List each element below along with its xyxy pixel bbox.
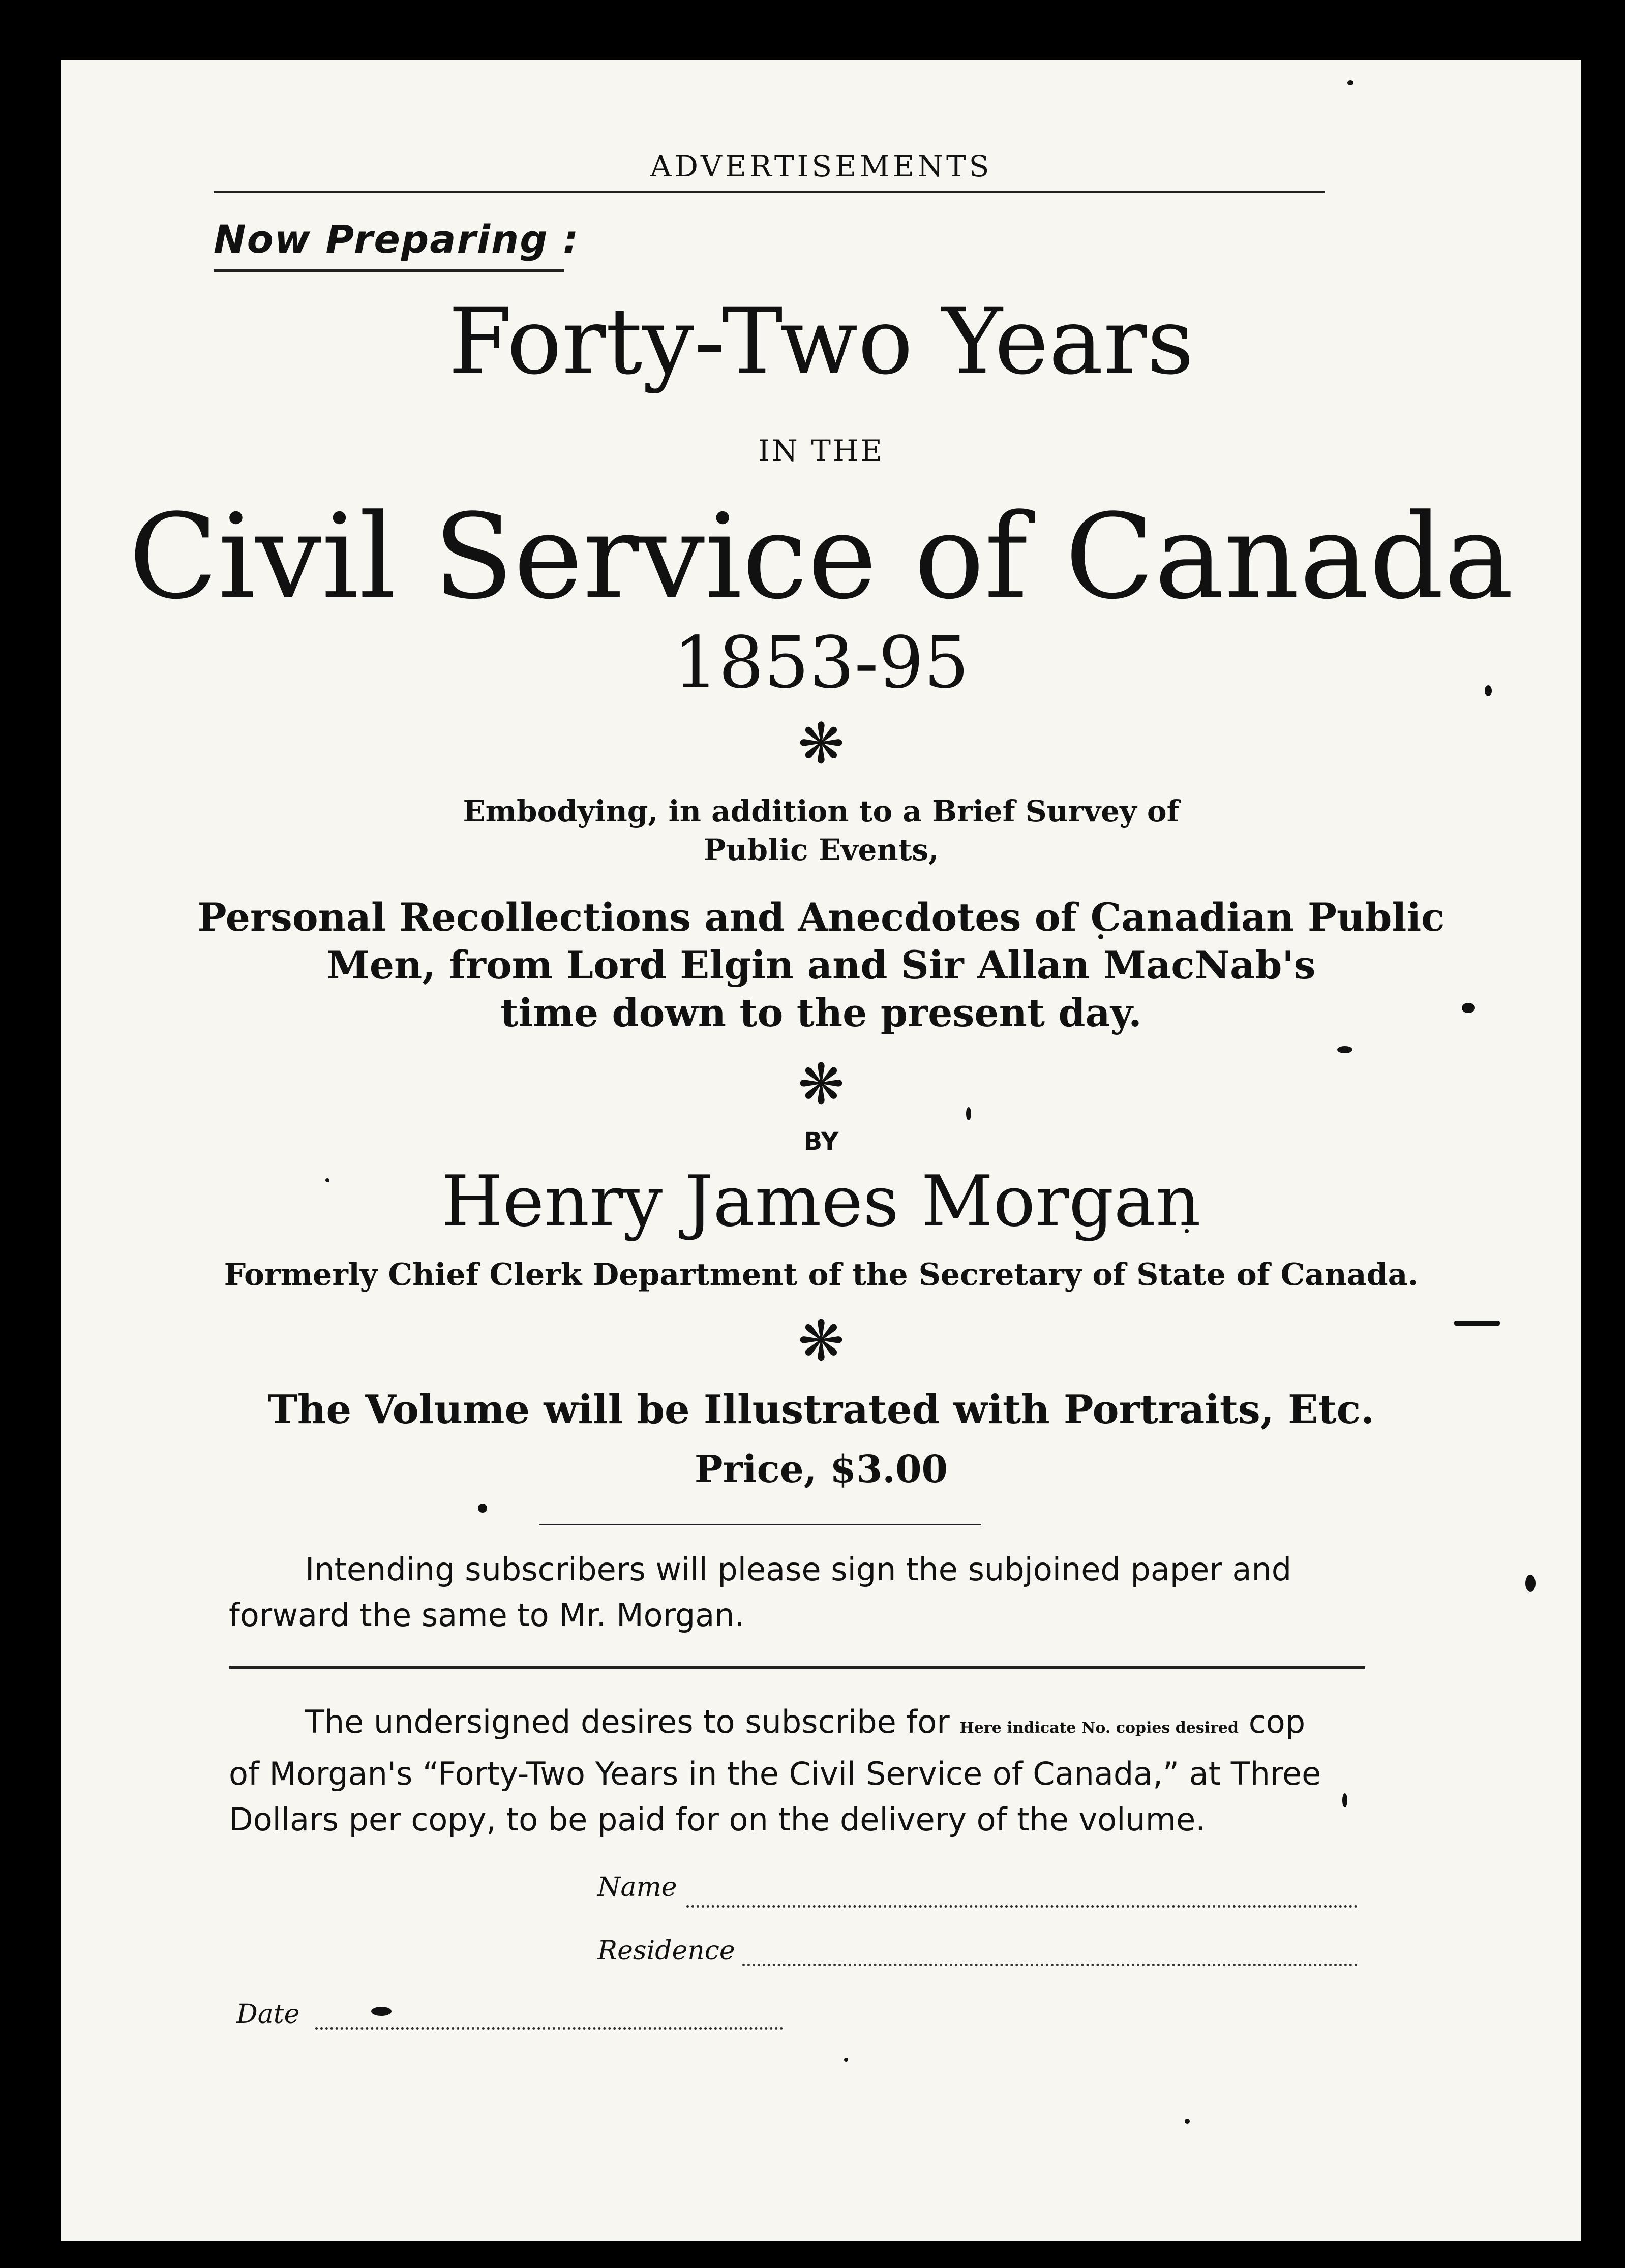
subscription-text-start: The undersigned desires to subscribe for <box>305 1703 960 1740</box>
section-header: ADVERTISEMENTS <box>650 149 992 183</box>
recollections-line: Personal Recollections and Anecdotes of Canadian Public <box>197 895 1445 940</box>
instructions-text: Intending subscribers will please sign the subjoined paper and forward the same to Mr. Morgan. <box>229 1551 1292 1634</box>
asterism-icon: ❋ <box>797 711 845 776</box>
kicker-label: Now Preparing : <box>214 217 580 262</box>
by-label: BY <box>803 1127 839 1156</box>
volume-note: The Volume will be Illustrated with Portraits, Etc. <box>267 1387 1375 1433</box>
header-rule <box>214 191 1325 193</box>
name-label: Name <box>597 1872 677 1903</box>
date-field[interactable] <box>315 2027 783 2030</box>
recollections-line: time down to the present day. <box>500 990 1142 1035</box>
form-divider <box>229 1666 1365 1669</box>
subscription-text-cop: cop <box>1248 1703 1306 1740</box>
title-connector: IN THE <box>758 434 884 468</box>
instructions-paragraph <box>229 1547 1368 1638</box>
speck <box>1347 80 1353 85</box>
kicker-underline <box>214 269 564 272</box>
speck <box>1185 2119 1190 2124</box>
book-title: Forty-Two Years <box>448 289 1194 395</box>
advertisement-page <box>61 60 1581 2241</box>
name-field[interactable] <box>686 1905 1358 1908</box>
description-line: Embodying, in addition to a Brief Survey of <box>463 794 1180 829</box>
asterism-icon: ❋ <box>797 1308 845 1373</box>
recollections-block <box>61 894 1581 1037</box>
speck <box>844 2058 848 2062</box>
speck <box>1337 1046 1352 1053</box>
divider <box>539 1524 981 1525</box>
speck <box>371 2007 392 2016</box>
book-years: 1853-95 <box>673 622 969 704</box>
residence-label: Residence <box>597 1936 735 1966</box>
author-title: Formerly Chief Clerk Department of the Secretary of State of Canada. <box>224 1257 1419 1293</box>
author-name: Henry James Morgan <box>441 1160 1201 1242</box>
asterism-icon: ❋ <box>797 1052 845 1117</box>
residence-field[interactable] <box>742 1964 1358 1966</box>
speck <box>478 1504 487 1513</box>
price-label: Price, $3.00 <box>694 1448 948 1491</box>
subscription-text-rest: of Morgan's “Forty-Two Years in the Civil Service of Canada,” at Three Dollars per copy, to be paid for on the delivery of the volume. <box>229 1755 1321 1838</box>
book-subtitle: Civil Service of Canada <box>128 489 1514 625</box>
copies-note: Here indicate No. copies desired <box>959 1719 1239 1737</box>
recollections-line: Men, from Lord Elgin and Sir Allan MacNab's <box>326 942 1316 988</box>
subscription-paragraph <box>229 1699 1368 1843</box>
speck <box>1525 1575 1536 1592</box>
date-label: Date <box>236 1999 300 2030</box>
description-line: Public Events, <box>703 833 939 867</box>
